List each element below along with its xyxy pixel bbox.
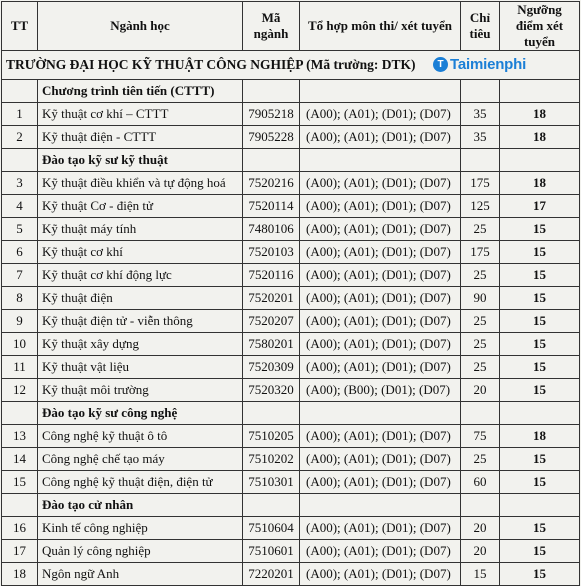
row-quota: 75 <box>461 425 500 448</box>
row-major-name: Kỹ thuật Cơ - điện tử <box>38 195 243 218</box>
row-tt: 10 <box>2 333 38 356</box>
row-tt: 17 <box>2 540 38 563</box>
row-major-code: 7510301 <box>243 471 300 494</box>
row-major-name: Kỹ thuật điều khiển và tự động hoá <box>38 172 243 195</box>
row-subject-combo: (A00); (A01); (D01); (D07) <box>300 195 461 218</box>
row-quota: 90 <box>461 287 500 310</box>
row-tt: 2 <box>2 126 38 149</box>
row-quota: 25 <box>461 218 500 241</box>
row-tt: 9 <box>2 310 38 333</box>
row-major-name: Kỹ thuật xây dựng <box>38 333 243 356</box>
row-quota: 175 <box>461 241 500 264</box>
row-tt: 18 <box>2 563 38 586</box>
group-empty-cell <box>300 80 461 103</box>
group-row <box>2 149 580 172</box>
row-threshold-score: 18 <box>500 425 580 448</box>
group-tt-cell <box>2 494 38 517</box>
row-subject-combo: (A00); (A01); (D01); (D07) <box>300 264 461 287</box>
row-tt: 11 <box>2 356 38 379</box>
row-subject-combo: (A00); (A01); (D01); (D07) <box>300 471 461 494</box>
row-quota: 20 <box>461 379 500 402</box>
row-major-name: Kỹ thuật cơ khí – CTTT <box>38 103 243 126</box>
row-subject-combo: (A00); (A01); (D01); (D07) <box>300 310 461 333</box>
row-quota: 35 <box>461 103 500 126</box>
row-major-name: Kỹ thuật môi trường <box>38 379 243 402</box>
row-major-code: 7905228 <box>243 126 300 149</box>
row-threshold-score: 15 <box>500 310 580 333</box>
row-tt: 8 <box>2 287 38 310</box>
row-major-name: Kỹ thuật máy tính <box>38 218 243 241</box>
group-empty-cell <box>243 149 300 172</box>
row-subject-combo: (A00); (A01); (D01); (D07) <box>300 241 461 264</box>
header-row <box>2 2 580 51</box>
row-tt: 14 <box>2 448 38 471</box>
row-tt: 15 <box>2 471 38 494</box>
row-quota: 35 <box>461 126 500 149</box>
group-empty-cell <box>300 402 461 425</box>
row-tt: 6 <box>2 241 38 264</box>
table-row <box>2 241 580 264</box>
row-threshold-score: 15 <box>500 517 580 540</box>
watermark-text: Taimienphi <box>450 56 527 73</box>
row-major-name: Quản lý công nghiệp <box>38 540 243 563</box>
row-major-code: 7520207 <box>243 310 300 333</box>
row-major-name: Ngôn ngữ Anh <box>38 563 243 586</box>
table-row <box>2 471 580 494</box>
group-label: Chương trình tiên tiến (CTTT) <box>38 80 243 103</box>
row-quota: 25 <box>461 264 500 287</box>
row-threshold-score: 18 <box>500 103 580 126</box>
row-threshold-score: 15 <box>500 287 580 310</box>
row-threshold-score: 15 <box>500 471 580 494</box>
group-empty-cell <box>300 149 461 172</box>
row-threshold-score: 15 <box>500 563 580 586</box>
row-tt: 1 <box>2 103 38 126</box>
group-empty-cell <box>300 494 461 517</box>
row-major-code: 7220201 <box>243 563 300 586</box>
row-major-code: 7520114 <box>243 195 300 218</box>
row-subject-combo: (A00); (B00); (D01); (D07) <box>300 379 461 402</box>
row-quota: 25 <box>461 310 500 333</box>
table-row <box>2 172 580 195</box>
row-major-code: 7520320 <box>243 379 300 402</box>
row-subject-combo: (A00); (A01); (D01); (D07) <box>300 356 461 379</box>
row-major-name: Công nghệ chế tạo máy <box>38 448 243 471</box>
row-tt: 13 <box>2 425 38 448</box>
table-row <box>2 379 580 402</box>
group-empty-cell <box>243 494 300 517</box>
row-major-code: 7520309 <box>243 356 300 379</box>
row-threshold-score: 15 <box>500 264 580 287</box>
row-subject-combo: (A00); (A01); (D01); (D07) <box>300 103 461 126</box>
table-row <box>2 218 580 241</box>
header-tt: TT <box>2 2 38 51</box>
university-title: TRƯỜNG ĐẠI HỌC KỸ THUẬT CÔNG NGHIỆP (Mã trường: DTK) <box>2 51 580 80</box>
row-major-name: Kỹ thuật vật liệu <box>38 356 243 379</box>
row-quota: 25 <box>461 333 500 356</box>
group-label: Đào tạo kỹ sư công nghệ <box>38 402 243 425</box>
group-tt-cell <box>2 149 38 172</box>
header-code: Mã ngành <box>243 2 300 51</box>
group-row <box>2 80 580 103</box>
group-row <box>2 494 580 517</box>
row-major-code: 7520103 <box>243 241 300 264</box>
row-major-code: 7510205 <box>243 425 300 448</box>
group-row <box>2 402 580 425</box>
group-empty-cell <box>500 494 580 517</box>
row-major-code: 7510202 <box>243 448 300 471</box>
row-threshold-score: 18 <box>500 126 580 149</box>
table-row <box>2 310 580 333</box>
row-threshold-score: 15 <box>500 448 580 471</box>
table-row <box>2 448 580 471</box>
row-major-code: 7510601 <box>243 540 300 563</box>
row-quota: 25 <box>461 356 500 379</box>
group-empty-cell <box>461 402 500 425</box>
row-major-code: 7580201 <box>243 333 300 356</box>
row-major-name: Kỹ thuật điện tử - viễn thông <box>38 310 243 333</box>
header-combo: Tổ hợp môn thi/ xét tuyển <box>300 2 461 51</box>
row-threshold-score: 17 <box>500 195 580 218</box>
row-threshold-score: 18 <box>500 172 580 195</box>
row-quota: 25 <box>461 448 500 471</box>
watermark-logo-icon: T <box>433 57 448 72</box>
row-major-code: 7905218 <box>243 103 300 126</box>
row-quota: 15 <box>461 563 500 586</box>
row-tt: 12 <box>2 379 38 402</box>
table-row <box>2 356 580 379</box>
row-threshold-score: 15 <box>500 540 580 563</box>
table-row <box>2 563 580 586</box>
table-row <box>2 333 580 356</box>
table-row <box>2 126 580 149</box>
row-major-code: 7510604 <box>243 517 300 540</box>
row-quota: 20 <box>461 517 500 540</box>
row-subject-combo: (A00); (A01); (D01); (D07) <box>300 425 461 448</box>
group-label: Đào tạo cử nhân <box>38 494 243 517</box>
group-empty-cell <box>461 80 500 103</box>
group-empty-cell <box>500 80 580 103</box>
row-major-name: Kỹ thuật điện - CTTT <box>38 126 243 149</box>
row-subject-combo: (A00); (A01); (D01); (D07) <box>300 218 461 241</box>
row-threshold-score: 15 <box>500 218 580 241</box>
row-subject-combo: (A00); (A01); (D01); (D07) <box>300 563 461 586</box>
row-major-code: 7520116 <box>243 264 300 287</box>
table-row <box>2 425 580 448</box>
row-subject-combo: (A00); (A01); (D01); (D07) <box>300 126 461 149</box>
row-major-code: 7480106 <box>243 218 300 241</box>
group-empty-cell <box>243 402 300 425</box>
row-subject-combo: (A00); (A01); (D01); (D07) <box>300 333 461 356</box>
table-row <box>2 195 580 218</box>
row-major-name: Kỹ thuật điện <box>38 287 243 310</box>
row-quota: 60 <box>461 471 500 494</box>
row-tt: 7 <box>2 264 38 287</box>
row-subject-combo: (A00); (A01); (D01); (D07) <box>300 448 461 471</box>
row-major-name: Kỹ thuật cơ khí <box>38 241 243 264</box>
row-major-name: Kinh tế công nghiệp <box>38 517 243 540</box>
row-quota: 175 <box>461 172 500 195</box>
row-tt: 3 <box>2 172 38 195</box>
row-threshold-score: 15 <box>500 333 580 356</box>
row-quota: 125 <box>461 195 500 218</box>
header-quota: Chỉ tiêu <box>461 2 500 51</box>
row-major-code: 7520201 <box>243 287 300 310</box>
table-row <box>2 517 580 540</box>
row-major-code: 7520216 <box>243 172 300 195</box>
row-major-name: Công nghệ kỹ thuật điện, điện tử <box>38 471 243 494</box>
row-threshold-score: 15 <box>500 241 580 264</box>
group-empty-cell <box>500 149 580 172</box>
row-subject-combo: (A00); (A01); (D01); (D07) <box>300 517 461 540</box>
row-threshold-score: 15 <box>500 379 580 402</box>
row-major-name: Kỹ thuật cơ khí động lực <box>38 264 243 287</box>
table-row <box>2 540 580 563</box>
row-subject-combo: (A00); (A01); (D01); (D07) <box>300 287 461 310</box>
row-tt: 16 <box>2 517 38 540</box>
header-score: Ngưỡng điểm xét tuyển <box>500 2 580 51</box>
row-major-name: Công nghệ kỹ thuật ô tô <box>38 425 243 448</box>
row-subject-combo: (A00); (A01); (D01); (D07) <box>300 540 461 563</box>
group-label: Đào tạo kỹ sư kỹ thuật <box>38 149 243 172</box>
group-tt-cell <box>2 402 38 425</box>
group-empty-cell <box>461 494 500 517</box>
row-tt: 5 <box>2 218 38 241</box>
group-tt-cell <box>2 80 38 103</box>
row-threshold-score: 15 <box>500 356 580 379</box>
table-row <box>2 264 580 287</box>
table-row <box>2 103 580 126</box>
header-major: Ngành học <box>38 2 243 51</box>
group-empty-cell <box>461 149 500 172</box>
row-tt: 4 <box>2 195 38 218</box>
table-body <box>2 51 580 586</box>
row-quota: 20 <box>461 540 500 563</box>
table-row <box>2 287 580 310</box>
group-empty-cell <box>500 402 580 425</box>
row-subject-combo: (A00); (A01); (D01); (D07) <box>300 172 461 195</box>
admission-table <box>1 1 580 586</box>
group-empty-cell <box>243 80 300 103</box>
watermark-logo <box>433 56 526 73</box>
